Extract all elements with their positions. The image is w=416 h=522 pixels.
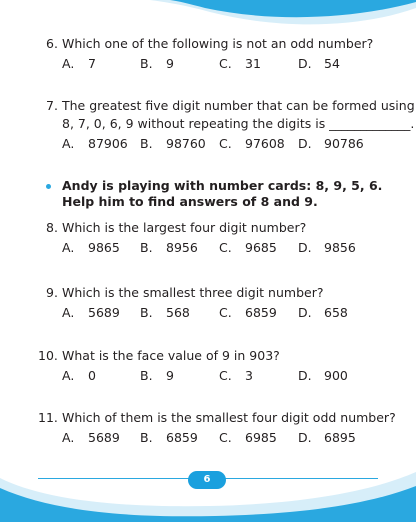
option-d[interactable]: [298, 136, 364, 151]
option-c[interactable]: [219, 305, 277, 320]
option-value: 5689: [88, 430, 120, 445]
option-b[interactable]: [140, 430, 198, 445]
question-text: Which is the smallest three digit number?: [58, 285, 324, 300]
question-text: Which is the largest four digit number?: [62, 220, 307, 235]
option-letter: A.: [62, 305, 75, 320]
option-value: 87906: [88, 136, 128, 151]
option-value: 98760: [166, 136, 206, 151]
option-letter: A.: [62, 136, 75, 151]
question-text: The greatest five digit number that can be formed using: [62, 98, 415, 113]
option-b[interactable]: [140, 136, 206, 151]
option-a[interactable]: [62, 368, 96, 383]
option-value: 3: [245, 368, 253, 383]
question-number: 8.: [46, 220, 58, 235]
question-number: 6.: [46, 36, 58, 51]
option-a[interactable]: [62, 240, 120, 255]
option-value: 6895: [324, 430, 356, 445]
note-line-1: Andy is playing with number cards: 8, 9, 5, 6.: [62, 178, 383, 193]
option-letter: C.: [219, 240, 232, 255]
bullet-icon: [46, 184, 51, 189]
option-c[interactable]: [219, 430, 277, 445]
option-letter: B.: [140, 305, 153, 320]
question-number: 9.: [46, 285, 58, 300]
option-c[interactable]: [219, 368, 253, 383]
option-value: 568: [166, 305, 190, 320]
question-text: What is the face value of 9 in 903?: [62, 348, 280, 363]
option-a[interactable]: [62, 430, 120, 445]
option-letter: C.: [219, 56, 232, 71]
option-value: 6859: [245, 305, 277, 320]
option-letter: D.: [298, 430, 312, 445]
option-letter: D.: [298, 305, 312, 320]
option-value: 6985: [245, 430, 277, 445]
question-number: 7.: [46, 98, 58, 113]
option-letter: A.: [62, 368, 75, 383]
option-a[interactable]: [62, 305, 120, 320]
option-a[interactable]: [62, 56, 96, 71]
option-letter: D.: [298, 240, 312, 255]
question-number: 11.: [38, 410, 58, 425]
question-text-line-2: 8, 7, 0, 6, 9 without repeating the digits is _____________.: [62, 116, 415, 131]
option-letter: B.: [140, 56, 153, 71]
option-value: 900: [324, 368, 348, 383]
option-d[interactable]: [298, 240, 356, 255]
option-letter: D.: [298, 368, 312, 383]
option-letter: C.: [219, 430, 232, 445]
option-d[interactable]: [298, 368, 348, 383]
option-letter: C.: [219, 368, 232, 383]
option-value: 90786: [324, 136, 364, 151]
option-value: 8956: [166, 240, 198, 255]
bottom-wave-decoration: [0, 452, 416, 522]
option-letter: B.: [140, 240, 153, 255]
question-text: Which one of the following is not an odd number?: [62, 36, 374, 51]
option-letter: A.: [62, 240, 75, 255]
option-letter: D.: [298, 136, 312, 151]
option-c[interactable]: [219, 136, 285, 151]
option-value: 9: [166, 56, 174, 71]
option-letter: B.: [140, 430, 153, 445]
option-value: 9856: [324, 240, 356, 255]
option-value: 6859: [166, 430, 198, 445]
option-value: 0: [88, 368, 96, 383]
option-value: 97608: [245, 136, 285, 151]
option-letter: C.: [219, 136, 232, 151]
option-value: 54: [324, 56, 340, 71]
option-letter: C.: [219, 305, 232, 320]
question-text: Which of them is the smallest four digit odd number?: [62, 410, 396, 425]
option-b[interactable]: [140, 240, 198, 255]
option-letter: A.: [62, 430, 75, 445]
option-a[interactable]: [62, 136, 128, 151]
option-value: 5689: [88, 305, 120, 320]
option-letter: B.: [140, 368, 153, 383]
option-letter: D.: [298, 56, 312, 71]
option-d[interactable]: [298, 56, 340, 71]
option-value: 7: [88, 56, 96, 71]
page-number-badge: 6: [188, 471, 226, 489]
option-b[interactable]: [140, 56, 174, 71]
option-value: 9865: [88, 240, 120, 255]
option-b[interactable]: [140, 305, 190, 320]
option-d[interactable]: [298, 305, 348, 320]
option-value: 9: [166, 368, 174, 383]
option-value: 31: [245, 56, 261, 71]
option-c[interactable]: [219, 56, 261, 71]
option-letter: A.: [62, 56, 75, 71]
option-d[interactable]: [298, 430, 356, 445]
question-number: 10.: [38, 348, 58, 363]
option-b[interactable]: [140, 368, 174, 383]
option-value: 658: [324, 305, 348, 320]
option-c[interactable]: [219, 240, 277, 255]
option-value: 9685: [245, 240, 277, 255]
note-line-2: Help him to find answers of 8 and 9.: [62, 194, 318, 209]
option-letter: B.: [140, 136, 153, 151]
